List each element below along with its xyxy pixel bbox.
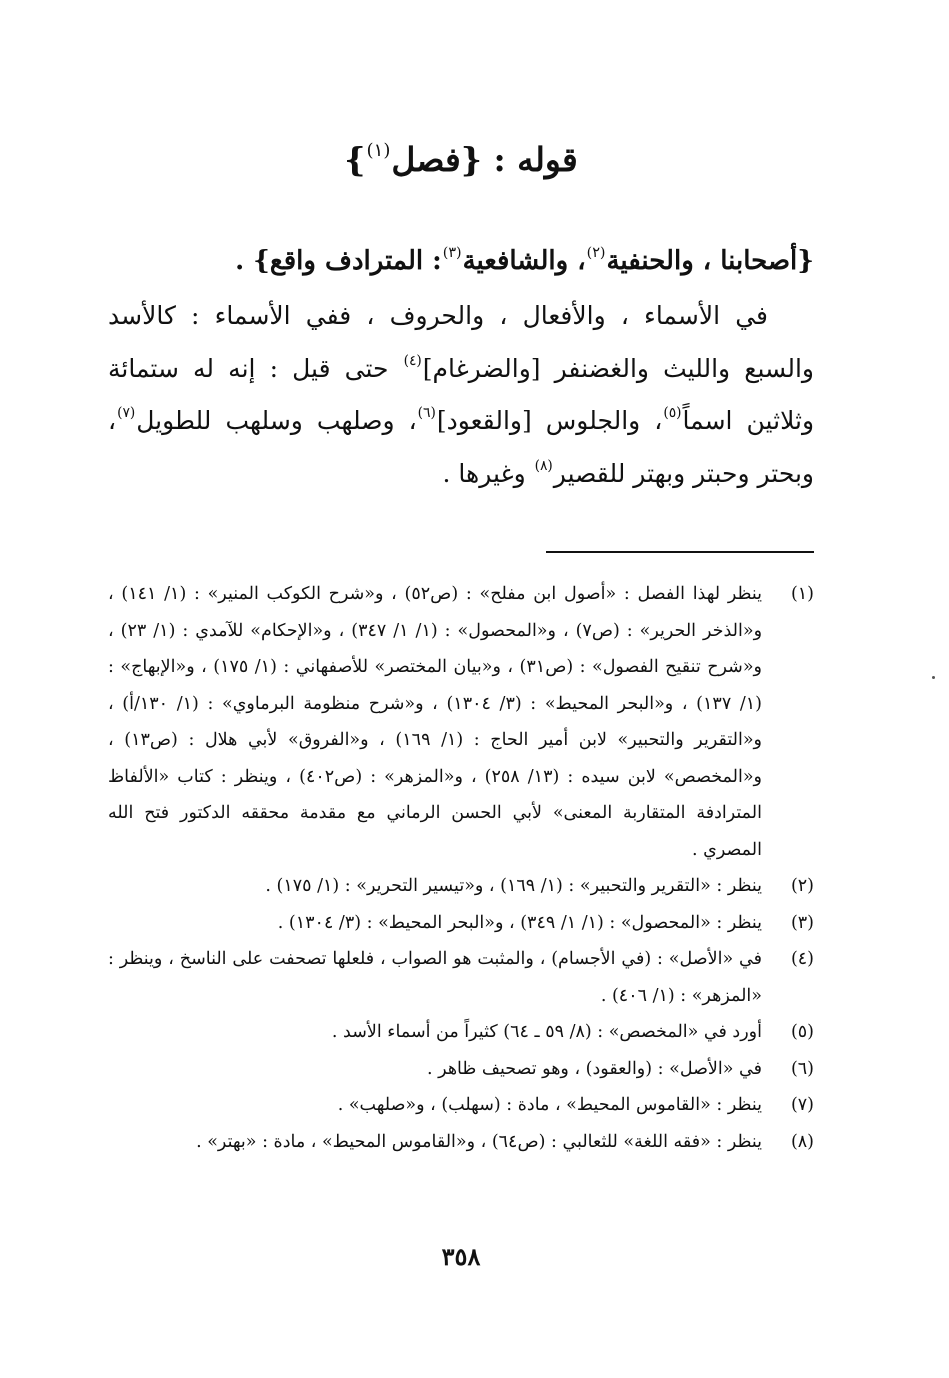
- section-heading: [108, 138, 814, 182]
- page-number: ٣٥٨: [441, 1242, 481, 1271]
- footnote-1: [108, 576, 814, 868]
- footnote-divider: [546, 551, 814, 553]
- rule-part-2: ، والشافعية: [462, 246, 586, 276]
- footnote-text: في «الأصل» : (والعقود) ، وهو تصحيف ظاهر .: [427, 1058, 762, 1079]
- rule-brace-open: {: [797, 246, 814, 276]
- footnote-number: (٨): [790, 1131, 814, 1152]
- heading-brace-close: }: [344, 140, 366, 179]
- heading-prefix: قوله :: [482, 140, 578, 179]
- footnote-number: (٤): [790, 949, 814, 969]
- footnote-ref-5: (٥): [663, 405, 682, 422]
- paragraph-text: [108, 290, 814, 500]
- footnote-number: (٧): [790, 1095, 814, 1115]
- paragraph-segment-6: وغيرها .: [442, 458, 534, 488]
- footnote-5: [108, 1014, 814, 1051]
- footnote-ref-2: (٢): [586, 244, 606, 261]
- margin-speck: [932, 676, 935, 679]
- footnote-text: أورد في «المخصص» : (٨/ ٥٩ ـ ٦٤) كثيراً من أسماء الأسد .: [331, 1022, 762, 1042]
- footnote-number: (٥): [790, 1022, 814, 1042]
- paragraph-segment-2: حتى قيل : إنه له ستمائة وثلاثين اسماً: [108, 353, 815, 435]
- footnote-number: (٢): [790, 876, 814, 896]
- footnote-number: (١): [790, 584, 814, 604]
- footnote-text: ينظر : «فقه اللغة» للثعالبي : (ص٦٤) ، و«القاموس المحيط» ، مادة : «بهتر» .: [196, 1131, 762, 1152]
- footnote-text: ينظر : «القاموس المحيط» ، مادة : (سهلب) ، و«صلهب» .: [337, 1095, 762, 1115]
- footnote-8: [108, 1124, 814, 1161]
- footnote-text: ينظر : «التقرير والتحبير» : (١/ ١٦٩) ، و«تيسير التحرير» : (١/ ١٧٥) .: [265, 876, 762, 896]
- footnote-ref-7: (٧): [117, 405, 136, 422]
- footnotes: [108, 576, 814, 1160]
- footnote-2: [108, 868, 814, 905]
- heading-word: فصل: [391, 140, 461, 179]
- footnote-text: في «الأصل» : (في الأجسام) ، والمثبت هو الصواب ، فلعلها تصحفت على الناسخ ، وينظر : «المزهر» : (١/ ٤٠٦) .: [108, 949, 762, 1006]
- footnote-ref-3: (٣): [442, 244, 462, 261]
- footnote-text: ينظر لهذا الفصل : «أصول ابن مفلح» : (ص٥٢) ، و«شرح الكوكب المنير» : (١/ ١٤١) ، و«الذخر الحرير» : (ص٧) ، و«المحصول» : (١/ ١/ ٣٤٧) ، و«الإحكام» للآمدي : (١/ ٢٣) ، و«شرح تنقيح الفصول» : (ص٣١) ، و«بيان المختصر» للأصفهاني : (١/ ١٧٥) ، و«الإبهاج» : (١/ ١٣٧) ، و«البحر المحيط» : (٣/ ١٣٠٤) ، و«شرح منظومة البرماوي» : (١/ ١٣٠/أ) ، و«التقرير والتحبير» لابن أمير الحاج : (١/ ١٦٩) ، و«الفروق» لأبي هلال : (ص١٣) ، و«المخصص» لابن سيده : (١٣/ ٢٥٨) ، و«المزهر» : (ص٤٠٢) ، وينظر : كتاب «الألفاظ المترادفة المتقاربة المعنى» لأبي الحسن الرماني مع مقدمة محققه الدكتور فتح الله المصري .: [108, 584, 763, 860]
- footnote-number: (٣): [790, 912, 814, 933]
- footnote-ref-4: (٤): [403, 352, 422, 369]
- rule-part-1: أصحابنا ، والحنفية: [606, 246, 798, 276]
- footnote-number: (٦): [790, 1058, 814, 1079]
- footnote-3: [108, 905, 814, 942]
- footnote-ref-6: (٦): [417, 405, 436, 422]
- rule-brace-close: } .: [235, 246, 270, 276]
- paragraph-segment-1: في الأسماء ، والأفعال ، والحروف ، ففي الأسماء : كالأسد والسبع والليث والغضنفر [والضرغام]: [108, 301, 814, 383]
- footnote-4: [108, 941, 814, 1014]
- quoted-rule: [108, 236, 814, 286]
- book-page: [108, 0, 814, 1378]
- paragraph-segment-3: ، والجلوس [والقعود]: [436, 406, 663, 435]
- heading-brace-open: {: [460, 140, 483, 179]
- footnote-text: ينظر : «المحصول» : (١/ ١/ ٣٤٩) ، و«البحر المحيط» : (٣/ ١٣٠٤) .: [277, 912, 762, 933]
- paragraph-segment-5: ، وبحتر وحبتر وبهتر للقصير: [108, 406, 814, 488]
- footnote-6: [108, 1051, 814, 1088]
- body-paragraph: [108, 290, 814, 500]
- rule-part-3: : المترادف واقع: [269, 246, 442, 276]
- footnote-ref-8: (٨): [534, 457, 553, 474]
- footnote-7: [108, 1087, 814, 1124]
- paragraph-segment-4: ، وصلهب وسلهب للطويل: [136, 406, 417, 435]
- footnote-ref-1: (١): [366, 139, 391, 161]
